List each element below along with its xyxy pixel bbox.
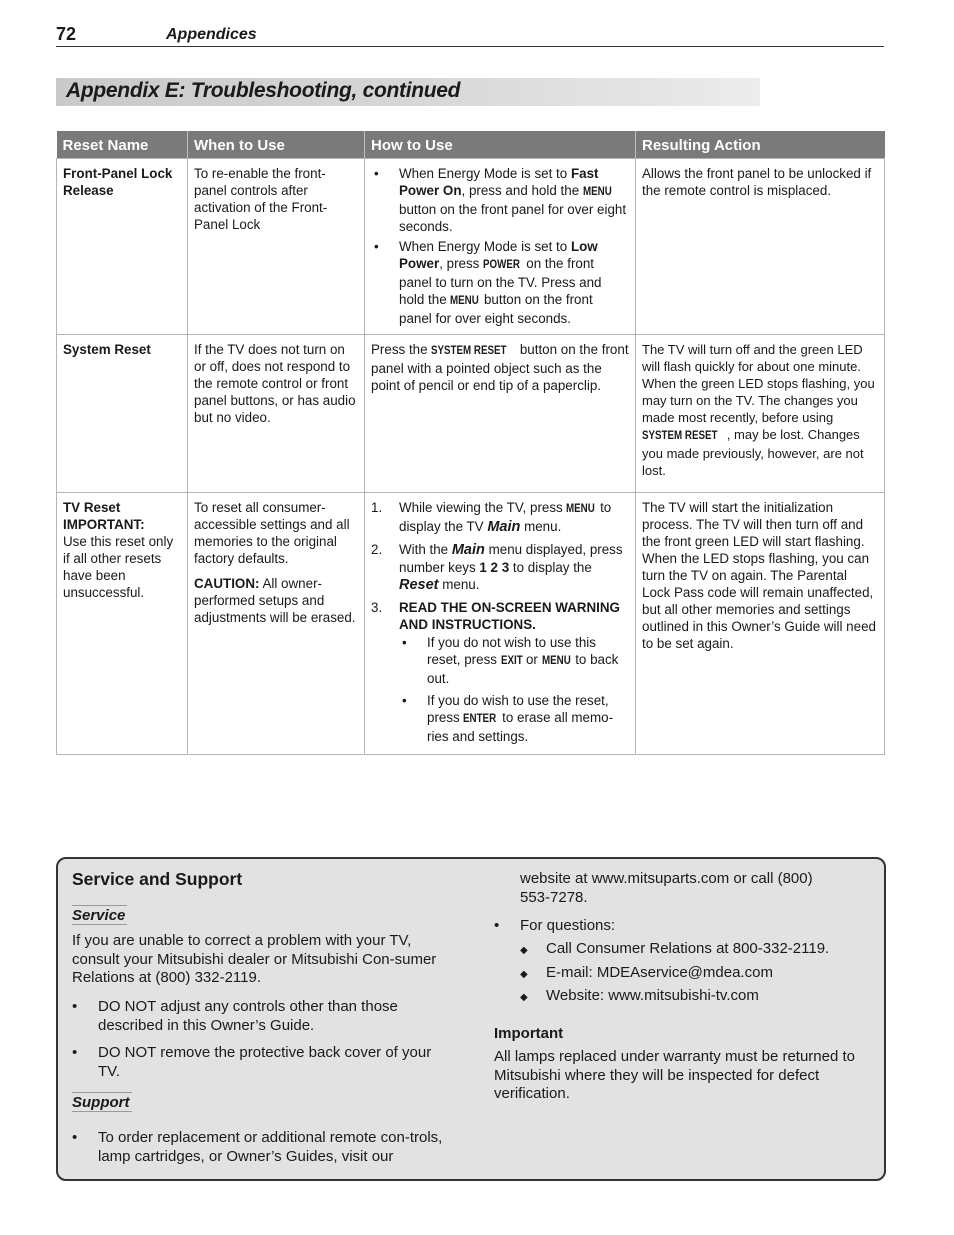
resulting-action: Allows the front panel to be unlocked if the remote control is misplaced.	[636, 159, 885, 335]
list-item: • When Energy Mode is set to Fast Power On, press and hold the MENU button on the front panel for over eight seconds.	[371, 165, 629, 235]
list-item: • For questions:	[494, 917, 616, 934]
when-to-use: To reset all consumer-accessible settings and all memories to the original factory defaults. CAUTION: All owner-performed setups and adjustments will be erased.	[188, 493, 365, 755]
list-item: • If you do wish to use the reset, press ENTER to erase all memo-ries and settings.	[399, 692, 629, 745]
column-header: When to Use	[188, 131, 365, 159]
appendix-title: Appendix E: Troubleshooting, continued	[66, 79, 461, 102]
reset-name: TV Reset IMPORTANT: Use this reset only if all other resets have been unsuccessful.	[57, 493, 188, 755]
list-item: • If you do not wish to use this reset, press EXIT or MENU to back out.	[399, 634, 629, 687]
service-heading: Service	[72, 907, 126, 924]
table-row	[57, 493, 885, 755]
reset-table	[56, 131, 885, 755]
service-text: If you are unable to correct a problem with your TV, consult your Mitsubishi dealer or Mitsubishi Con-sumer Relations at (800) 332-2119.	[72, 932, 437, 986]
when-to-use: To re-enable the front-panel controls after activation of the Front-Panel Lock	[188, 159, 365, 335]
important-text: All lamps replaced under warranty must be returned to Mitsubishi where they will be inspected for defect verification.	[494, 1048, 856, 1102]
table-header-row	[57, 131, 885, 159]
how-to-use	[365, 493, 636, 755]
reset-name: System Reset	[57, 335, 188, 493]
service-support-box	[56, 857, 886, 1181]
how-to-use	[365, 159, 636, 335]
table-row	[57, 159, 885, 335]
page-number: 72	[56, 24, 77, 44]
list-item: • DO NOT adjust any controls other than those described in this Owner’s Guide.	[72, 998, 398, 1034]
list-item: ◆ E-mail: MDEAservice@mdea.com	[520, 964, 773, 981]
support-title: Service and Support	[72, 869, 243, 889]
important-heading: Important	[494, 1025, 564, 1042]
how-to-use: Press the SYSTEM RESET button on the front panel with a pointed object such as the point of pencil or end tip of a paperclip.	[365, 335, 636, 493]
support-continued: website at www.mitsuparts.com or call (800) 553-7278.	[520, 870, 813, 906]
list-item: ◆ Website: www.mitsubishi-tv.com	[520, 987, 759, 1004]
list-item: • When Energy Mode is set to Low Power, press POWER on the front panel to turn on the TV. Press and hold the MENU button on the front panel for over eight seconds.	[371, 238, 629, 327]
support-heading: Support	[72, 1094, 130, 1111]
section-title: Appendices	[166, 26, 257, 43]
table-row	[57, 335, 885, 493]
list-item: 1. While viewing the TV, press MENU to display the TV Main menu.	[371, 500, 612, 535]
resulting-action: The TV will start the initialization process. The TV will then turn off and the front green LED will start flashing. When the LED stops flashing, you can turn the TV on again. The Parental Lock Pass code will remain unaffected, but all other memories and settings outlined in this Owner’s Guide will need to be set again.	[636, 493, 885, 755]
list-item: • DO NOT remove the protective back cover of your TV.	[72, 1044, 432, 1080]
column-header: Resulting Action	[636, 131, 885, 159]
column-header: Reset Name	[57, 131, 188, 159]
list-item: ◆ Call Consumer Relations at 800-332-2119.	[520, 940, 830, 957]
list-item: 3. READ THE ON-SCREEN WARNING AND INSTRUCTIONS. • If you do not wish to use this reset, press EXIT or MENU to back out. • If you do wish to use the reset, press ENTER to erase all memo-ries and settings.	[371, 599, 629, 745]
column-header: How to Use	[365, 131, 636, 159]
page-header	[56, 22, 884, 47]
when-to-use: If the TV does not turn on or off, does not respond to the remote control or front panel buttons, or has audio but no video.	[188, 335, 365, 493]
reset-name: Front-Panel Lock Release	[57, 159, 188, 335]
resulting-action: The TV will turn off and the green LED will flash quickly for about one minute. When the green LED stops flashing, you may turn on the TV. The changes you made most recently, before using SYSTEM RESET , may be lost. Changes you made previously, however, are not lost.	[636, 335, 885, 493]
list-item: • To order replacement or additional remote con-trols, lamp cartridges, or Owner’s Guides, visit our	[72, 1129, 443, 1165]
appendix-banner	[56, 78, 760, 106]
list-item: 2. With the Main menu displayed, press number keys 1 2 3 to display the Reset menu.	[371, 542, 623, 593]
